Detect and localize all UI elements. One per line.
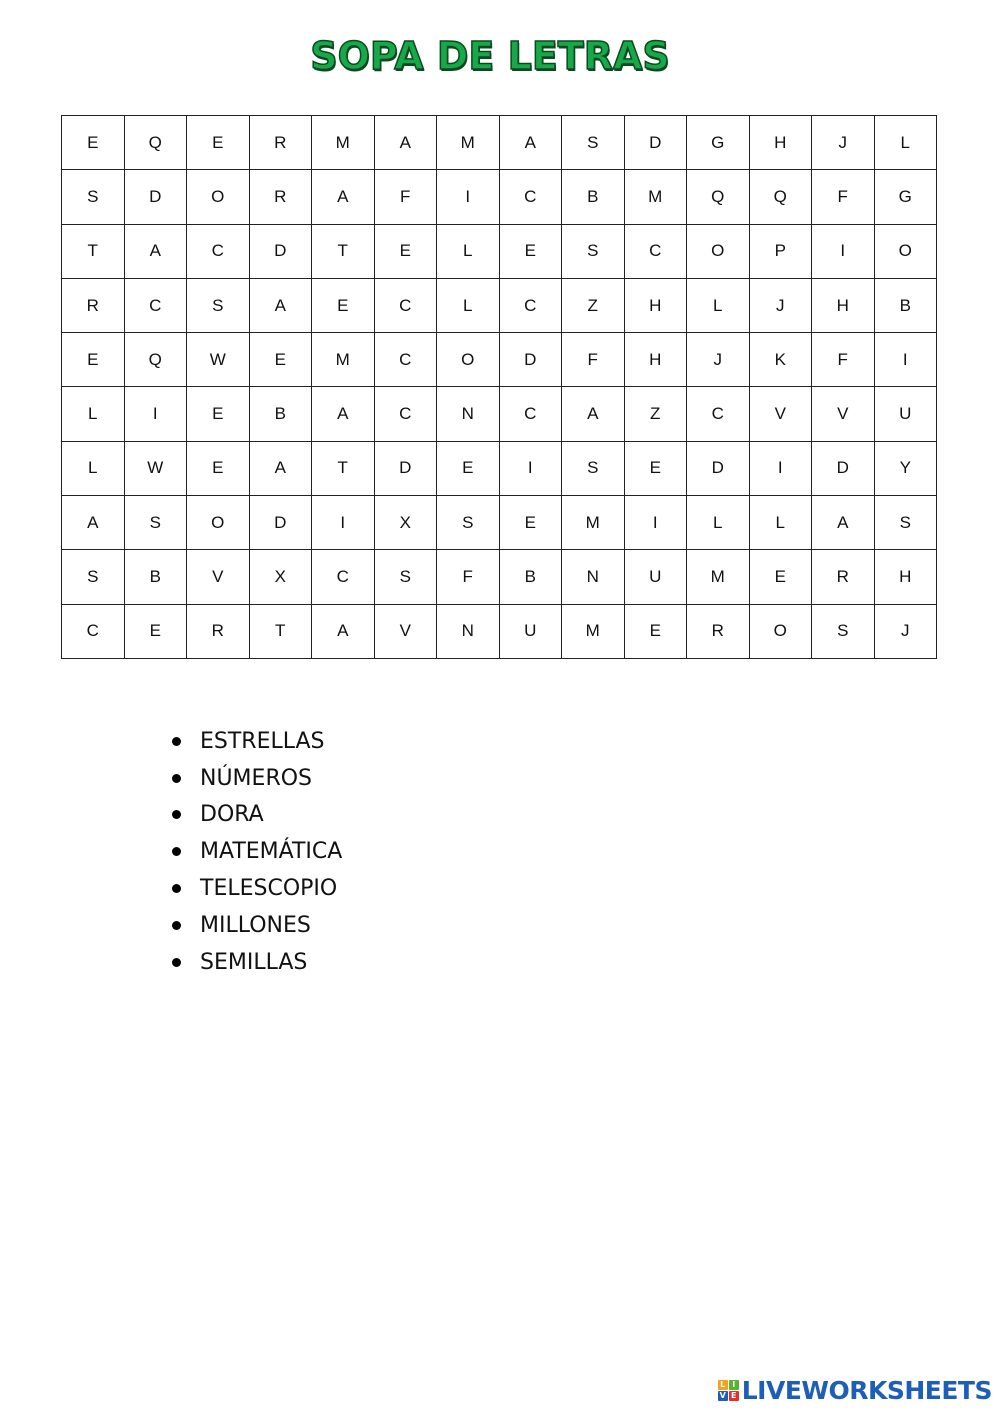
- grid-cell[interactable]: L: [62, 441, 125, 495]
- grid-cell[interactable]: R: [187, 604, 250, 658]
- word-label: NÚMEROS: [200, 765, 313, 791]
- grid-cell[interactable]: A: [312, 170, 375, 224]
- grid-cell[interactable]: J: [812, 116, 875, 170]
- grid-cell[interactable]: I: [499, 441, 562, 495]
- word-label: DORA: [200, 802, 264, 828]
- grid-cell[interactable]: N: [437, 387, 500, 441]
- grid-cell[interactable]: H: [624, 333, 687, 387]
- grid-row: [62, 441, 937, 495]
- grid-cell[interactable]: A: [249, 278, 312, 332]
- grid-cell[interactable]: E: [249, 333, 312, 387]
- page-title: SOPA DE LETRAS: [310, 34, 670, 78]
- grid-cell[interactable]: M: [312, 116, 375, 170]
- grid-cell[interactable]: Q: [687, 170, 750, 224]
- grid-cell[interactable]: D: [124, 170, 187, 224]
- grid-cell[interactable]: P: [749, 224, 812, 278]
- grid-cell[interactable]: B: [124, 550, 187, 604]
- grid-cell[interactable]: L: [687, 496, 750, 550]
- grid-cell[interactable]: D: [812, 441, 875, 495]
- grid-cell[interactable]: M: [437, 116, 500, 170]
- word-list-item: [168, 797, 342, 834]
- grid-cell[interactable]: G: [687, 116, 750, 170]
- grid-cell[interactable]: Z: [624, 387, 687, 441]
- grid-cell[interactable]: F: [562, 333, 625, 387]
- grid-cell[interactable]: E: [62, 116, 125, 170]
- grid-cell[interactable]: L: [62, 387, 125, 441]
- word-list-item: [168, 907, 342, 944]
- grid-cell[interactable]: O: [687, 224, 750, 278]
- grid-cell[interactable]: A: [499, 116, 562, 170]
- grid-cell[interactable]: D: [374, 441, 437, 495]
- grid-cell[interactable]: E: [124, 604, 187, 658]
- grid-cell[interactable]: X: [374, 496, 437, 550]
- grid-cell[interactable]: W: [124, 441, 187, 495]
- grid-cell[interactable]: T: [62, 224, 125, 278]
- grid-cell[interactable]: I: [874, 333, 937, 387]
- grid-cell[interactable]: E: [624, 604, 687, 658]
- grid-cell[interactable]: W: [187, 333, 250, 387]
- grid-cell[interactable]: S: [874, 496, 937, 550]
- grid-cell[interactable]: R: [249, 170, 312, 224]
- grid-cell[interactable]: R: [249, 116, 312, 170]
- grid-cell[interactable]: E: [624, 441, 687, 495]
- word-search-grid: [61, 115, 937, 659]
- logo-tile: I: [729, 1380, 739, 1390]
- grid-cell[interactable]: L: [437, 278, 500, 332]
- grid-cell[interactable]: C: [624, 224, 687, 278]
- grid-cell[interactable]: O: [187, 496, 250, 550]
- word-label: TELESCOPIO: [200, 876, 338, 902]
- grid-row: [62, 116, 937, 170]
- grid-cell[interactable]: C: [499, 278, 562, 332]
- grid-cell[interactable]: S: [124, 496, 187, 550]
- grid-row: [62, 170, 937, 224]
- grid-cell[interactable]: E: [374, 224, 437, 278]
- grid-cell[interactable]: D: [249, 224, 312, 278]
- grid-cell[interactable]: S: [562, 441, 625, 495]
- grid-cell[interactable]: H: [874, 550, 937, 604]
- grid-cell[interactable]: I: [624, 496, 687, 550]
- grid-cell[interactable]: D: [499, 333, 562, 387]
- grid-cell[interactable]: G: [874, 170, 937, 224]
- grid-cell[interactable]: L: [437, 224, 500, 278]
- grid-cell[interactable]: A: [562, 387, 625, 441]
- grid-cell[interactable]: O: [874, 224, 937, 278]
- grid-cell[interactable]: Z: [562, 278, 625, 332]
- grid-cell[interactable]: R: [687, 604, 750, 658]
- grid-cell[interactable]: O: [437, 333, 500, 387]
- grid-cell[interactable]: O: [749, 604, 812, 658]
- grid-cell[interactable]: N: [437, 604, 500, 658]
- grid-cell[interactable]: R: [812, 550, 875, 604]
- grid-cell[interactable]: S: [812, 604, 875, 658]
- grid-cell[interactable]: L: [874, 116, 937, 170]
- grid-cell[interactable]: C: [374, 278, 437, 332]
- grid-row: [62, 224, 937, 278]
- logo-tile: V: [719, 1391, 726, 1400]
- grid-cell[interactable]: R: [62, 278, 125, 332]
- grid-cell[interactable]: E: [312, 278, 375, 332]
- grid-cell[interactable]: U: [874, 387, 937, 441]
- grid-cell[interactable]: C: [124, 278, 187, 332]
- grid-row: [62, 604, 937, 658]
- grid-cell[interactable]: M: [624, 170, 687, 224]
- grid-cell[interactable]: E: [187, 116, 250, 170]
- grid-cell[interactable]: H: [749, 116, 812, 170]
- grid-cell[interactable]: E: [187, 387, 250, 441]
- grid-cell[interactable]: J: [687, 333, 750, 387]
- grid-cell[interactable]: V: [187, 550, 250, 604]
- grid-cell[interactable]: C: [687, 387, 750, 441]
- grid-cell[interactable]: S: [437, 496, 500, 550]
- bullet-icon: [172, 884, 181, 893]
- grid-cell[interactable]: X: [249, 550, 312, 604]
- grid-cell[interactable]: F: [812, 170, 875, 224]
- grid-cell[interactable]: S: [562, 224, 625, 278]
- grid-cell[interactable]: S: [187, 278, 250, 332]
- grid-cell[interactable]: A: [374, 116, 437, 170]
- grid-row: [62, 496, 937, 550]
- grid-cell[interactable]: U: [624, 550, 687, 604]
- grid-cell[interactable]: C: [499, 387, 562, 441]
- grid-cell[interactable]: D: [249, 496, 312, 550]
- grid-cell[interactable]: C: [374, 387, 437, 441]
- grid-cell[interactable]: F: [437, 550, 500, 604]
- grid-row: [62, 550, 937, 604]
- grid-cell[interactable]: K: [749, 333, 812, 387]
- grid-row: [62, 387, 937, 441]
- grid-cell[interactable]: F: [812, 333, 875, 387]
- grid-cell[interactable]: F: [374, 170, 437, 224]
- grid-cell[interactable]: D: [624, 116, 687, 170]
- bullet-icon: [172, 847, 181, 856]
- grid-cell[interactable]: U: [499, 604, 562, 658]
- grid-cell[interactable]: C: [312, 550, 375, 604]
- grid-cell[interactable]: A: [249, 441, 312, 495]
- grid-cell[interactable]: J: [874, 604, 937, 658]
- brand-name: LIVEWORKSHEETS: [741, 1376, 992, 1405]
- grid-cell[interactable]: S: [62, 550, 125, 604]
- grid-cell[interactable]: B: [874, 278, 937, 332]
- word-label: MILLONES: [200, 912, 311, 938]
- word-list-item: [168, 944, 342, 981]
- grid-cell[interactable]: S: [374, 550, 437, 604]
- grid-cell[interactable]: S: [62, 170, 125, 224]
- grid-cell[interactable]: V: [749, 387, 812, 441]
- word-list-item: [168, 870, 342, 907]
- grid-cell[interactable]: T: [312, 224, 375, 278]
- grid-cell[interactable]: E: [499, 496, 562, 550]
- grid-cell[interactable]: O: [187, 170, 250, 224]
- grid-cell[interactable]: E: [499, 224, 562, 278]
- grid-cell[interactable]: E: [437, 441, 500, 495]
- grid-cell[interactable]: Q: [124, 116, 187, 170]
- grid-cell[interactable]: I: [437, 170, 500, 224]
- grid-cell[interactable]: A: [812, 496, 875, 550]
- liveworksheets-brand: [718, 1376, 992, 1405]
- grid-cell[interactable]: B: [249, 387, 312, 441]
- grid-cell[interactable]: V: [812, 387, 875, 441]
- word-label: SEMILLAS: [200, 949, 308, 975]
- grid-cell[interactable]: M: [687, 550, 750, 604]
- grid-cell[interactable]: H: [624, 278, 687, 332]
- grid-cell[interactable]: E: [749, 550, 812, 604]
- grid-cell[interactable]: C: [374, 333, 437, 387]
- grid-cell[interactable]: A: [312, 604, 375, 658]
- grid-cell[interactable]: I: [812, 224, 875, 278]
- grid-cell[interactable]: M: [312, 333, 375, 387]
- grid-cell[interactable]: T: [249, 604, 312, 658]
- grid-cell[interactable]: I: [749, 441, 812, 495]
- grid-cell[interactable]: A: [124, 224, 187, 278]
- grid-cell[interactable]: B: [499, 550, 562, 604]
- grid-cell[interactable]: Q: [749, 170, 812, 224]
- liveworksheets-logo-icon: [718, 1380, 739, 1401]
- logo-tile: E: [729, 1391, 739, 1401]
- word-list-item: [168, 760, 342, 797]
- grid-cell[interactable]: T: [312, 441, 375, 495]
- grid-cell[interactable]: M: [562, 604, 625, 658]
- grid-cell[interactable]: C: [499, 170, 562, 224]
- grid-cell[interactable]: C: [62, 604, 125, 658]
- grid-cell[interactable]: A: [62, 496, 125, 550]
- grid-cell[interactable]: M: [562, 496, 625, 550]
- grid-cell[interactable]: L: [749, 496, 812, 550]
- grid-cell[interactable]: B: [562, 170, 625, 224]
- grid-cell[interactable]: I: [312, 496, 375, 550]
- word-label: MATEMÁTICA: [200, 839, 343, 865]
- grid-cell[interactable]: H: [812, 278, 875, 332]
- grid-row: [62, 278, 937, 332]
- bullet-icon: [172, 921, 181, 930]
- grid-cell[interactable]: A: [312, 387, 375, 441]
- grid-cell[interactable]: S: [562, 116, 625, 170]
- bullet-icon: [172, 737, 181, 746]
- grid-cell[interactable]: I: [124, 387, 187, 441]
- word-list-item: [168, 833, 342, 870]
- grid-cell[interactable]: D: [687, 441, 750, 495]
- grid-cell[interactable]: Q: [124, 333, 187, 387]
- bullet-icon: [172, 810, 181, 819]
- grid-cell[interactable]: N: [562, 550, 625, 604]
- logo-tile: L: [718, 1380, 728, 1390]
- word-list-item: [168, 723, 342, 760]
- grid-cell[interactable]: C: [187, 224, 250, 278]
- word-label: ESTRELLAS: [200, 728, 325, 754]
- bullet-icon: [172, 774, 181, 783]
- grid-cell[interactable]: E: [187, 441, 250, 495]
- grid-cell[interactable]: J: [749, 278, 812, 332]
- grid-row: [62, 333, 937, 387]
- grid-cell[interactable]: V: [374, 604, 437, 658]
- word-list: [168, 723, 342, 981]
- grid-cell[interactable]: L: [687, 278, 750, 332]
- grid-cell[interactable]: E: [62, 333, 125, 387]
- bullet-icon: [172, 958, 181, 967]
- grid-cell[interactable]: Y: [874, 441, 937, 495]
